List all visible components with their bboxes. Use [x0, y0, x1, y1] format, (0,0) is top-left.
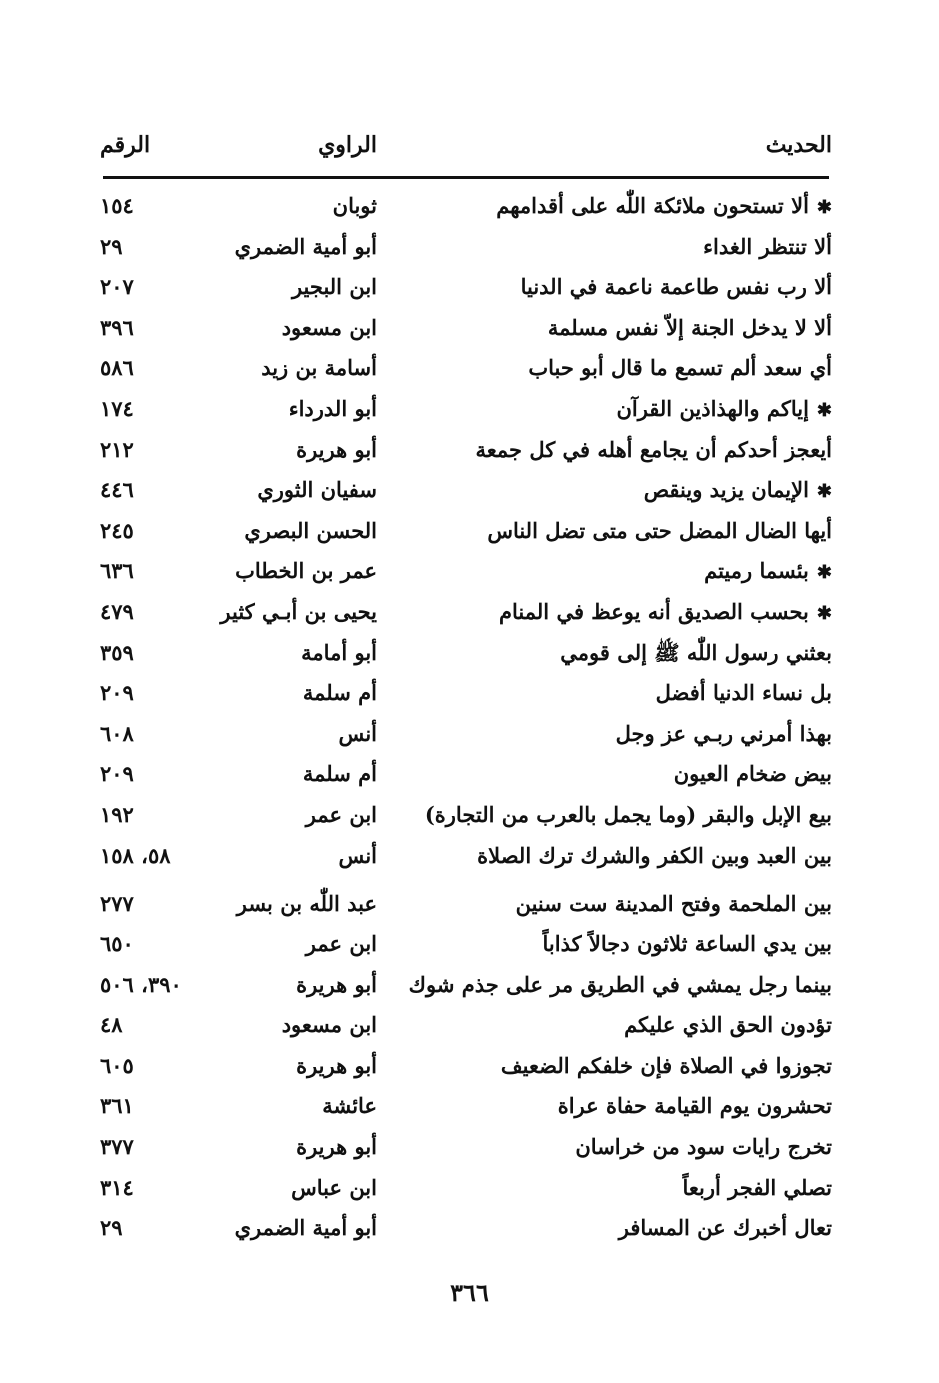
- hadith-text: [548, 315, 832, 340]
- column-header-hadith: الحديث: [765, 132, 832, 158]
- hadith-number: ٥٨٦: [100, 355, 134, 381]
- hadith-text: [528, 355, 832, 380]
- narrator-name: أبو هريرة: [296, 971, 377, 997]
- hadith-number: ٤٤٦: [100, 477, 134, 503]
- table-row: [100, 349, 832, 390]
- hadith-label: تؤدون الحق الذي عليكم: [624, 1012, 832, 1038]
- hadith-number: ٢٩: [100, 1215, 123, 1241]
- hadith-number: ٣٥٩: [100, 639, 134, 665]
- hadith-label: تصلي الفجر أربعاً: [682, 1174, 832, 1200]
- hadith-number: ٣٧٧: [100, 1134, 134, 1160]
- hadith-text: [560, 640, 832, 671]
- table-row: [100, 593, 832, 634]
- hadith-label: بينما رجل يمشي في الطريق مر على جذم شوك: [408, 971, 832, 997]
- page-number: ٣٦٦: [450, 1278, 489, 1307]
- hadith-text: [683, 1175, 832, 1200]
- column-header-narrator: الراوي: [318, 132, 377, 158]
- narrator-name: ثوبان: [332, 193, 377, 218]
- hadith-number: ٤٧٩: [100, 598, 134, 624]
- narrator-name: أم سلمة: [302, 761, 377, 787]
- hadith-text: [521, 274, 832, 299]
- hadith-text: [674, 761, 832, 786]
- hadith-number: ٦٠٥: [100, 1052, 134, 1078]
- table-row: [100, 837, 832, 885]
- hadith-text: [558, 1093, 832, 1118]
- hadith-number: ١٥٤: [100, 193, 134, 218]
- hadith-label: تجوزوا في الصلاة فإن خلفكم الضعيف: [500, 1052, 832, 1078]
- table-row: [100, 1047, 832, 1088]
- narrator-name: أنس: [338, 842, 377, 868]
- table-row: [100, 966, 832, 1007]
- hadith-label: بحسب الصديق أنه يوعظ في المنام: [499, 598, 809, 624]
- table-row: [100, 796, 832, 837]
- hadith-text: [499, 599, 832, 624]
- hadith-number: ٢١٢: [100, 436, 134, 462]
- hadith-label: الإيمان يزيد وينقص: [643, 477, 809, 503]
- hadith-text: [477, 843, 832, 868]
- hadith-index-table: [100, 187, 832, 1250]
- hadith-label: بيض ضخام العيون: [673, 761, 832, 787]
- table-row: [100, 552, 832, 593]
- narrator-name: أم سلمة: [302, 680, 377, 706]
- hadith-label: ألا تستحون ملائكة اللّٰه على أقدامهم: [496, 193, 809, 218]
- hadith-label: بين الملحمة وفتح المدينة ست سنين: [515, 890, 832, 916]
- hadith-text: [409, 972, 832, 997]
- hadith-number: ٢٧٧: [100, 890, 134, 916]
- asterisk-icon: ✱: [816, 481, 832, 503]
- hadith-label: أيها الضال المضل حتى متى تضل الناس: [487, 517, 832, 543]
- hadith-number: ٦٥٠: [100, 931, 134, 957]
- table-row: [100, 471, 832, 512]
- narrator-name: أبو أمامة: [301, 639, 377, 665]
- table-row: [100, 309, 832, 350]
- hadith-number: ٢٠٩: [100, 680, 134, 706]
- hadith-number: ٤٨: [100, 1012, 123, 1038]
- hadith-text: [656, 680, 832, 705]
- hadith-number: ١٧٤: [100, 395, 134, 421]
- header-divider: [103, 176, 829, 179]
- hadith-number: ٣٩٦: [100, 314, 134, 340]
- table-row: [100, 512, 832, 553]
- hadith-label: بهذا أمرني ربـي عز وجل: [615, 720, 832, 746]
- hadith-text: [543, 931, 832, 956]
- hadith-text: [476, 437, 833, 462]
- hadith-label: ألا رب نفس طاعمة ناعمة في الدنيا: [520, 274, 832, 300]
- table-row: [100, 1169, 832, 1210]
- hadith-label: إياكم والهذاذين القرآن: [616, 395, 809, 421]
- column-header-number: الرقم: [100, 132, 151, 158]
- narrator-name: أبو الدرداء: [288, 395, 377, 421]
- hadith-label: تحشرون يوم القيامة حفاة عراة: [557, 1093, 832, 1119]
- hadith-text: [516, 891, 832, 916]
- hadith-label: أي سعد ألم تسمع ما قال أبو حباب: [528, 355, 832, 381]
- hadith-label: بل نساء الدنيا أفضل: [655, 680, 832, 706]
- hadith-number: ٢٠٩: [100, 761, 134, 787]
- hadith-label: أيعجز أحدكم أن يجامع أهله في كل جمعة: [475, 436, 832, 462]
- hadith-text: [425, 802, 832, 827]
- hadith-label: تعال أخبرك عن المسافر: [618, 1215, 832, 1241]
- hadith-text: [624, 1012, 832, 1037]
- table-row: [100, 634, 832, 675]
- table-row: [100, 228, 832, 269]
- narrator-name: عائشة: [322, 1093, 377, 1119]
- narrator-name: ابن البجير: [291, 274, 377, 300]
- hadith-label: بين العبد وبين الكفر والشرك ترك الصلاة: [477, 842, 832, 868]
- narrator-name: ابن مسعود: [281, 1012, 377, 1038]
- table-row: [100, 925, 832, 966]
- table-row: [100, 1087, 832, 1128]
- narrator-name: عمر بن الخطاب: [235, 558, 377, 584]
- hadith-text: [616, 396, 832, 421]
- table-row: [100, 390, 832, 431]
- hadith-number: ٣٦١: [100, 1093, 134, 1119]
- table-row: [100, 674, 832, 715]
- hadith-label: ألا لا يدخل الجنة إلاّ نفس مسلمة: [547, 314, 832, 340]
- hadith-label: ألا تنتظر الغداء: [703, 233, 832, 259]
- hadith-text: [496, 193, 832, 218]
- table-row: [100, 431, 832, 472]
- table-row: [100, 1209, 832, 1250]
- hadith-text: [487, 518, 832, 543]
- asterisk-icon: ✱: [816, 602, 832, 624]
- asterisk-icon: ✱: [816, 399, 832, 421]
- hadith-label: بيع الإبل والبقر (وما يجمل بالعرب من التجارة): [424, 801, 832, 827]
- hadith-text: [704, 558, 832, 583]
- hadith-number: ٦٠٨: [100, 720, 134, 746]
- hadith-number: ٣٩٠، ٥٠٦: [100, 971, 182, 997]
- narrator-name: أبو أمية الضمري: [234, 1215, 377, 1241]
- narrator-name: أبو أمية الضمري: [234, 233, 377, 259]
- narrator-name: سفيان الثوري: [257, 477, 377, 503]
- narrator-name: يحيى بن أبـي كثير: [220, 598, 377, 624]
- table-row: [100, 187, 832, 228]
- hadith-number: ٣١٤: [100, 1174, 134, 1200]
- hadith-label: تخرج رايات سود من خراسان: [575, 1134, 832, 1160]
- hadith-label: بين يدي الساعة ثلاثون دجالاً كذاباً: [542, 931, 832, 957]
- table-row: [100, 1006, 832, 1047]
- table-row: [100, 268, 832, 309]
- table-row: [100, 715, 832, 756]
- table-row: [100, 755, 832, 796]
- table-row: [100, 885, 832, 926]
- hadith-number: ٥٨، ١٥٨: [100, 842, 171, 868]
- hadith-text: [644, 477, 832, 502]
- narrator-name: ابن عباس: [291, 1174, 377, 1200]
- hadith-number: ٦٣٦: [100, 558, 134, 584]
- narrator-name: أبو هريرة: [296, 1052, 377, 1078]
- hadith-text: [619, 1215, 832, 1240]
- narrator-name: أنس: [338, 720, 377, 746]
- hadith-text: [703, 234, 832, 259]
- asterisk-icon: ✱: [816, 562, 832, 584]
- hadith-text: [616, 721, 832, 746]
- narrator-name: أسامة بن زيد: [261, 355, 377, 381]
- hadith-label: بعثني رسول اللّٰه ﷺ إلى قومي: [560, 639, 832, 665]
- table-row: [100, 1128, 832, 1169]
- narrator-name: ابن عمر: [305, 931, 377, 957]
- hadith-label: بئسما رميتم: [704, 558, 809, 584]
- narrator-name: ابن عمر: [305, 801, 377, 827]
- hadith-number: ٢٠٧: [100, 274, 134, 300]
- table-header: [100, 124, 832, 174]
- hadith-number: ٢٩: [100, 233, 123, 259]
- narrator-name: الحسن البصري: [244, 517, 377, 543]
- hadith-number: ١٩٢: [100, 801, 134, 827]
- hadith-number: ٢٤٥: [100, 517, 134, 543]
- narrator-name: عبد اللّٰه بن بسر: [236, 890, 377, 916]
- narrator-name: أبو هريرة: [296, 436, 377, 462]
- narrator-name: أبو هريرة: [296, 1134, 377, 1160]
- narrator-name: ابن مسعود: [281, 314, 377, 340]
- asterisk-icon: ✱: [816, 197, 832, 218]
- hadith-text: [575, 1134, 832, 1159]
- hadith-text: [501, 1053, 832, 1078]
